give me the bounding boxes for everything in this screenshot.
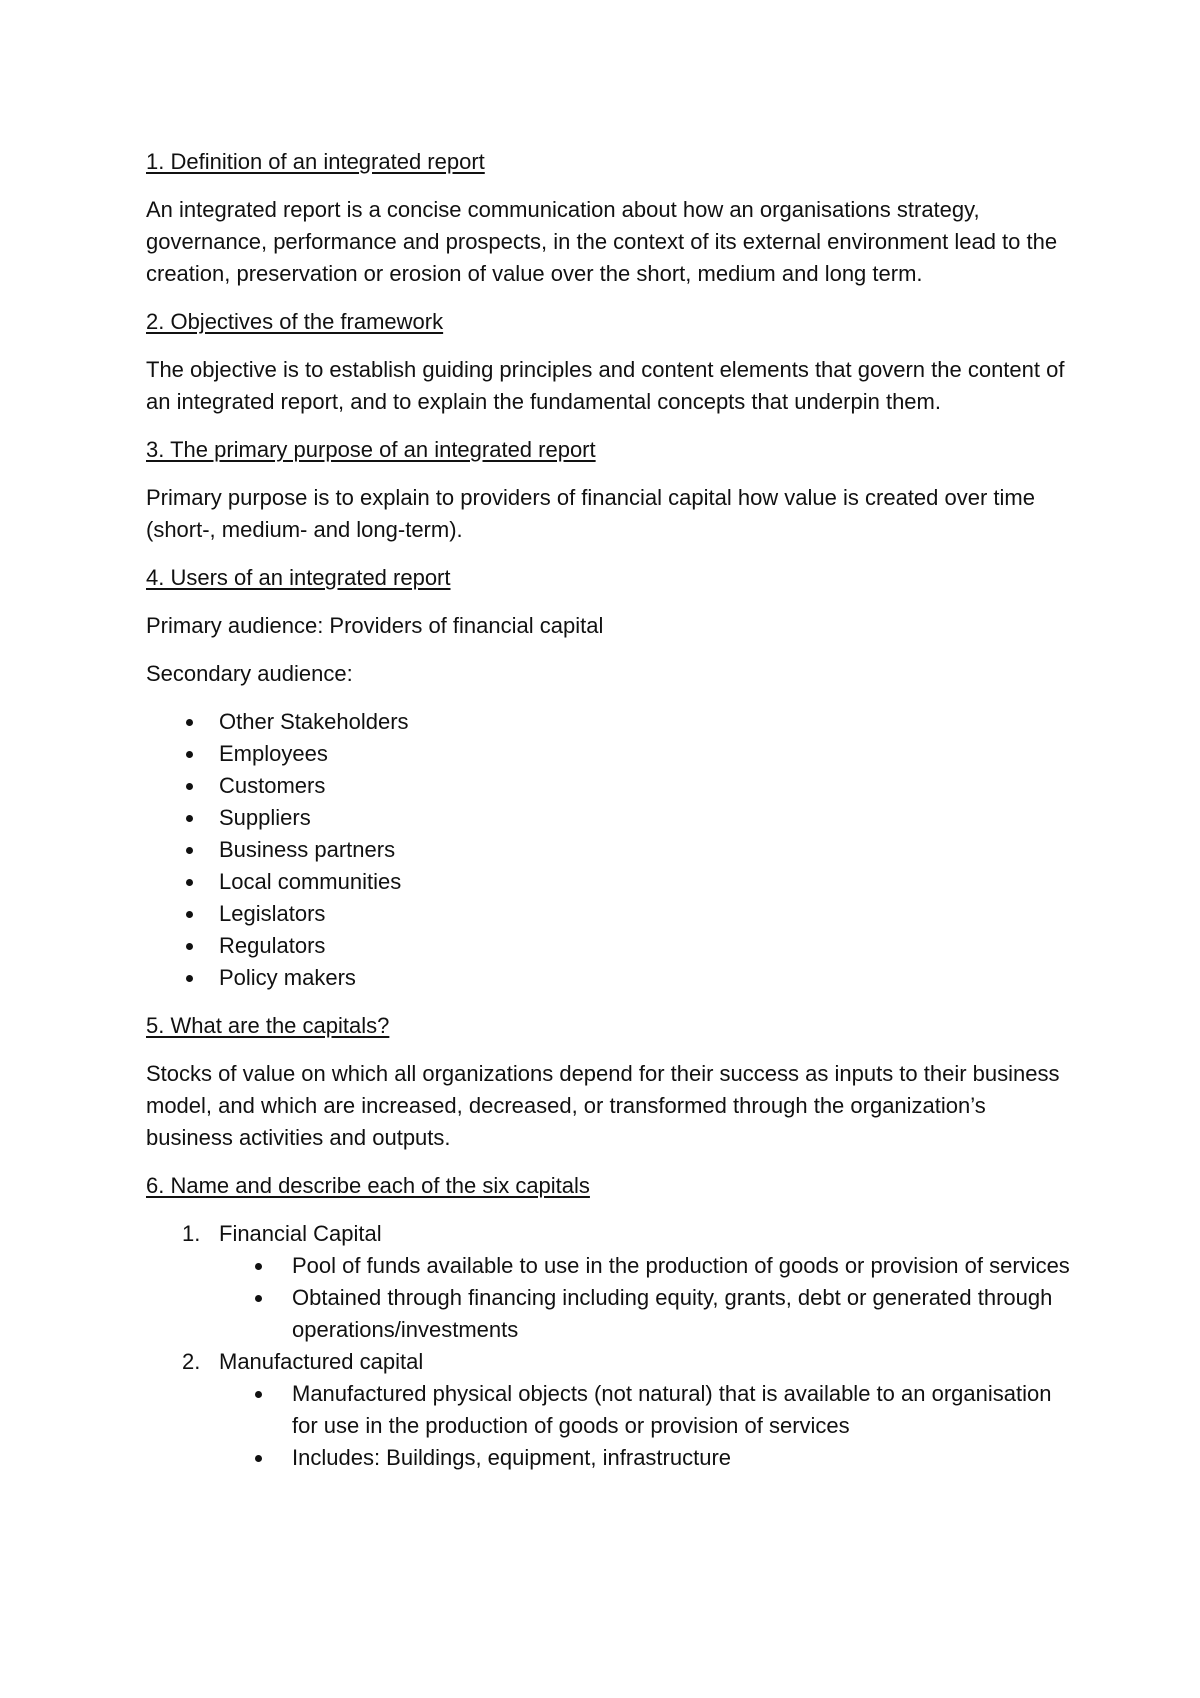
list-item [219,1442,1076,1474]
list-item-text: Business partners [219,837,396,862]
capital-points [219,1378,1076,1474]
bullet-icon [186,719,193,726]
list-item [146,706,1076,738]
list-item-text: Obtained through financing including equity, grants, debt or generated through operations/investments [292,1285,1053,1342]
bullet-icon [186,911,193,918]
list-item-text: Legislators [219,901,326,926]
list-item [146,834,1076,866]
bullet-icon [186,751,193,758]
list-item-text: Policy makers [219,965,356,990]
section-heading-users: 4. Users of an integrated report [146,565,451,590]
secondary-audience-label: Secondary audience: [146,661,353,686]
list-item [146,738,1076,770]
list-item [146,930,1076,962]
document-page [146,146,1076,1474]
bullet-icon [186,847,193,854]
list-item [219,1282,1076,1346]
bullet-icon [186,783,193,790]
capital-item-manufactured [146,1346,1076,1474]
list-item [219,1250,1076,1282]
bullet-icon [186,975,193,982]
list-item-text: Manufactured physical objects (not natural) that is available to an organisation for use in the production of goods or provision of services [292,1381,1052,1438]
list-item-text: Regulators [219,933,326,958]
bullet-icon [255,1295,262,1302]
bullet-icon [255,1263,262,1270]
section-heading-capitals: 5. What are the capitals? [146,1013,390,1038]
list-item-text: Employees [219,741,328,766]
section-heading-definition: 1. Definition of an integrated report [146,149,485,174]
list-item-text: Customers [219,773,326,798]
list-item-text: Local communities [219,869,402,894]
secondary-audience-list [146,706,1076,994]
bullet-icon [255,1391,262,1398]
capital-name: Financial Capital [219,1221,382,1246]
section-body-objectives: The objective is to establish guiding principles and content elements that govern the content of an integrated report, and to explain the fundamental concepts that underpin them. [146,357,1065,414]
list-item [146,802,1076,834]
section-body-primary-purpose: Primary purpose is to explain to providers of financial capital how value is created over time (short-, medium- and long-term). [146,485,1035,542]
list-item-text: Includes: Buildings, equipment, infrastructure [292,1445,732,1470]
capital-name: Manufactured capital [219,1349,424,1374]
section-body-definition: An integrated report is a concise communication about how an organisations strategy, governance, performance and prospects, in the context of its external environment lead to the creation, preservation or erosion of value over the short, medium and long term. [146,197,1058,286]
bullet-icon [186,879,193,886]
list-item-text: Pool of funds available to use in the production of goods or provision of services [292,1253,1070,1278]
list-number: 1. [182,1221,201,1246]
list-item-text: Suppliers [219,805,311,830]
list-number: 2. [182,1349,201,1374]
primary-audience: Primary audience: Providers of financial capital [146,613,604,638]
list-item-text: Other Stakeholders [219,709,409,734]
section-body-capitals: Stocks of value on which all organizations depend for their success as inputs to their business model, and which are increased, decreased, or transformed through the organization’s business activities and outputs. [146,1061,1060,1150]
capital-item-financial [146,1218,1076,1346]
list-item [146,866,1076,898]
capital-points [219,1250,1076,1346]
list-item [219,1378,1076,1442]
section-heading-six-capitals: 6. Name and describe each of the six capitals [146,1173,590,1198]
list-item [146,898,1076,930]
bullet-icon [186,815,193,822]
capitals-list [146,1218,1076,1474]
list-item [146,962,1076,994]
bullet-icon [255,1455,262,1462]
section-heading-objectives: 2. Objectives of the framework [146,309,444,334]
list-item [146,770,1076,802]
section-heading-primary-purpose: 3. The primary purpose of an integrated report [146,437,596,462]
bullet-icon [186,943,193,950]
